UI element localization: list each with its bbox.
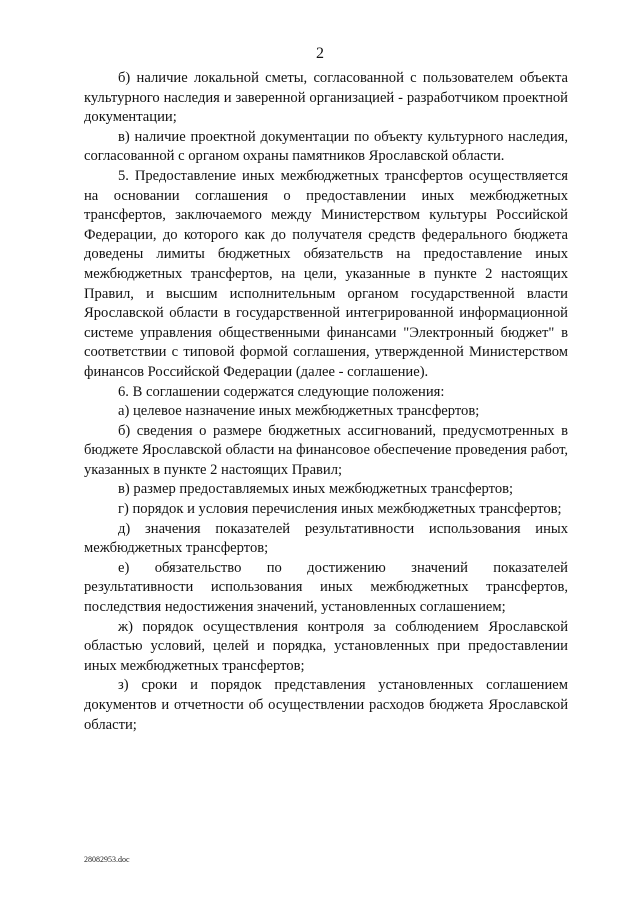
list-item-g-transfer-procedure: г) порядок и условия перечисления иных межбюджетных трансфертов; bbox=[118, 501, 562, 518]
paragraph-5-transfers-agreement: 5. Предоставление иных межбюджетных трансфертов осуществляется на основании соглашения о предоставлении иных межбюджетных трансфертов, заключаемого между Министерством культуры Российской Федерации, до которого как до получателя средств федерального бюджета доведены лимиты бюджетных обязательств на предоставление иных межбюджетных трансфертов, на цели, указанные в пункте 2 настоящих Правил, и высшим исполнительным органом государственной власти Ярославской области в государственной интегрированной информационной системе управления общественными финансами "Электронный бюджет" в соответствии с типовой формой соглашения, утвержденной Министерством финансов Российской Федерации (далее - соглашение). bbox=[84, 167, 568, 380]
paragraph-6-agreement-provisions: 6. В соглашении содержатся следующие положения: bbox=[118, 383, 445, 400]
page-number: 2 bbox=[316, 45, 324, 62]
list-item-z-reporting-deadlines: з) сроки и порядок представления установленных соглашением документов и отчетности об осуществлении расходов бюджета Ярославской области; bbox=[84, 677, 568, 733]
list-item-e-obligations: е) обязательство по достижению значений показателей результативности использования иных межбюджетных трансфертов, последствия недостижения значений, установленных соглашением; bbox=[84, 559, 568, 616]
list-item-zh-control-procedure: ж) порядок осуществления контроля за соблюдением Ярославской областью условий, целей и порядка, установленных при предоставлении иных межбюджетных трансфертов; bbox=[84, 618, 568, 674]
paragraph-item-b-local-estimate: б) наличие локальной сметы, согласованной с пользователем объекта культурного наследия и заверенной организацией - разработчиком проектной документации; bbox=[84, 70, 568, 126]
list-item-a-purpose: а) целевое назначение иных межбюджетных трансфертов; bbox=[118, 403, 480, 420]
list-item-b-budget-allocations: б) сведения о размере бюджетных ассигнований, предусмотренных в бюджете Ярославской области на финансовое обеспечение проведения работ, указанных в пункте 2 настоящих Правил; bbox=[84, 422, 568, 478]
list-item-v-transfer-amount: в) размер предоставляемых иных межбюджетных трансфертов; bbox=[118, 481, 514, 498]
document-body bbox=[84, 69, 568, 735]
list-item-d-performance-indicators: д) значения показателей результативности использования иных межбюджетных трансфертов; bbox=[84, 520, 568, 557]
footer-filename: 28082953.doc bbox=[84, 855, 130, 864]
paragraph-item-v-project-documentation: в) наличие проектной документации по объекту культурного наследия, согласованной с органом охраны памятников Ярославской области. bbox=[84, 128, 568, 165]
